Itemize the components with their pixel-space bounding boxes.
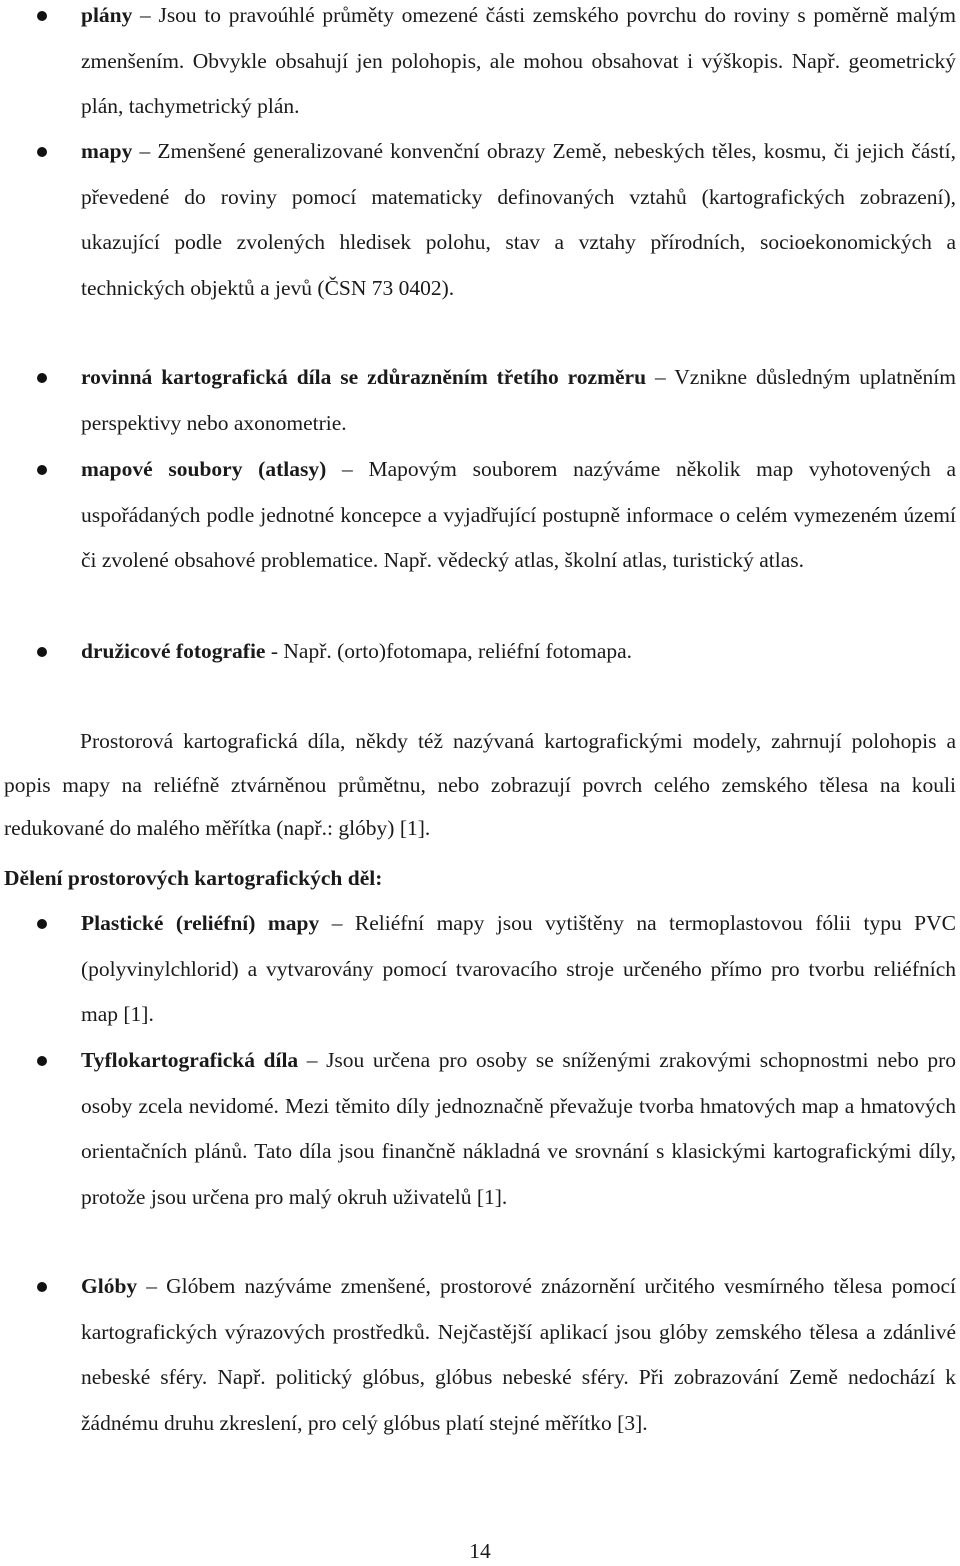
term: Tyflokartografická díla: [81, 1048, 299, 1072]
page-number: 14: [469, 1539, 491, 1563]
term: mapy: [81, 139, 133, 163]
definition: Mapovým souborem nazýváme několik map vyhotovených a uspořádaných podle jednotné koncepce a vyjadřující postupně informace o celém vymezeném území či zvolené obsahové problematice. Např. vědecký atlas, školní atlas, turistický atlas.: [81, 457, 956, 572]
definition: Např. (orto)fotomapa, reliéfní fotomapa.: [283, 639, 633, 663]
term: mapové soubory (atlasy): [81, 457, 327, 481]
definition: Jsou to pravoúhlé průměty omezené části zemského povrchu do roviny s poměrně malým zmenšením. Obvykle obsahují jen polohopis, ale mohou obsahovat i výškopis. Např. geometrický plán, tachymetrický plán.: [81, 3, 956, 118]
bullet-icon: [37, 373, 47, 383]
section-heading: Dělení prostorových kartografických děl:: [4, 866, 383, 890]
body-paragraph: Prostorová kartografická díla, někdy též nazývaná kartografickými modely, zahrnují polohopis a popis mapy na reliéfně ztvárněnou průmětnu, nebo zobrazují povrch celého zemského tělesa na kouli redukované do malého měřítka (např.: glóby) [1].: [4, 729, 956, 840]
bullet-icon: [37, 1056, 47, 1066]
bullet-icon: [37, 919, 47, 929]
list-item-mapove-soubory: mapové soubory (atlasy) – Mapovým souborem nazýváme několik map vyhotovených a uspořádaných podle jednotné koncepce a vyjadřující postupně informace o celém vymezeném území či zvolené obsahové problematice. Např. vědecký atlas, školní atlas, turistický atlas.: [81, 457, 956, 572]
list-item-plasticke-mapy: Plastické (reliéfní) mapy – Reliéfní mapy jsou vytištěny na termoplastovou fólii typu PVC (polyvinylchlorid) a vytvarovány pomocí tvarovacího stroje určeného přímo pro tvorbu reliéfních map [1].: [81, 911, 956, 1026]
definition: Glóbem nazýváme zmenšené, prostorové znázornění určitého vesmírného tělesa pomocí kartografických výrazových prostředků. Nejčastější aplikací jsou glóby zemského tělesa a zdánlivé nebeské sféry. Např. politický glóbus, glóbus nebeské sféry. Při zobrazování Země nedochází k žádnému druhu zkreslení, pro celý glóbus platí stejné měřítko [3].: [81, 1274, 956, 1435]
term: plány: [81, 3, 133, 27]
bullet-icon: [37, 647, 47, 657]
list-item-globy: Glóby – Glóbem nazýváme zmenšené, prostorové znázornění určitého vesmírného tělesa pomocí kartografických výrazových prostředků. Nejčastější aplikací jsou glóby zemského tělesa a zdánlivé nebeské sféry. Např. politický glóbus, glóbus nebeské sféry. Při zobrazování Země nedochází k žádnému druhu zkreslení, pro celý glóbus platí stejné měřítko [3].: [81, 1274, 956, 1435]
term: Plastické (reliéfní) mapy: [81, 911, 320, 935]
list-item-mapy: mapy – Zmenšené generalizované konvenční obrazy Země, nebeských těles, kosmu, či jejich částí, převedené do roviny pomocí matematicky definovaných vztahů (kartografických zobrazení), ukazující podle zvolených hledisek polohu, stav a vztahy přírodních, socioekonomických a technických objektů a jevů (ČSN 73 0402).: [81, 139, 956, 300]
bullet-icon: [37, 465, 47, 475]
list-item-plany: plány – Jsou to pravoúhlé průměty omezené části zemského povrchu do roviny s poměrně malým zmenšením. Obvykle obsahují jen polohopis, ale mohou obsahovat i výškopis. Např. geometrický plán, tachymetrický plán.: [81, 3, 956, 118]
definition: Vznikne důsledným uplatněním perspektivy nebo axonometrie.: [81, 365, 956, 435]
term: Glóby: [81, 1274, 138, 1298]
definition: Jsou určena pro osoby se sníženými zrakovými schopnostmi nebo pro osoby zcela nevidomé. Mezi těmito díly jednoznačně převažuje tvorba hmatových map a hmatových orientačních plánů. Tato díla jsou finančně nákladná ve srovnání s klasickými kartografickými díly, protože jsou určena pro malý okruh uživatelů [1].: [81, 1048, 957, 1209]
definition: Reliéfní mapy jsou vytištěny na termoplastovou fólii typu PVC (polyvinylchlorid) a vytvarovány pomocí tvarovacího stroje určeného přímo pro tvorbu reliéfních map [1].: [81, 911, 956, 1026]
list-item-rovinna-dila: rovinná kartografická díla se zdůrazněním třetího rozměru – Vznikne důsledným uplatněním perspektivy nebo axonometrie.: [81, 365, 956, 435]
term: družicové fotografie: [81, 639, 266, 663]
term: rovinná kartografická díla se zdůrazněním třetího rozměru: [81, 365, 647, 389]
bullet-icon: [37, 11, 47, 21]
definition: Zmenšené generalizované konvenční obrazy Země, nebeských těles, kosmu, či jejich částí, převedené do roviny pomocí matematicky definovaných vztahů (kartografických zobrazení), ukazující podle zvolených hledisek polohu, stav a vztahy přírodních, socioekonomických a technických objektů a jevů (ČSN 73 0402).: [81, 139, 956, 300]
bullet-icon: [37, 1282, 47, 1292]
list-item-druzicove-fotografie: družicové fotografie - Např. (orto)fotomapa, reliéfní fotomapa.: [81, 639, 633, 663]
list-item-tyflokartograficka-dila: Tyflokartografická díla – Jsou určena pro osoby se sníženými zrakovými schopnostmi nebo pro osoby zcela nevidomé. Mezi těmito díly jednoznačně převažuje tvorba hmatových map a hmatových orientačních plánů. Tato díla jsou finančně nákladná ve srovnání s klasickými kartografickými díly, protože jsou určena pro malý okruh uživatelů [1].: [81, 1048, 957, 1209]
bullet-icon: [37, 147, 47, 157]
